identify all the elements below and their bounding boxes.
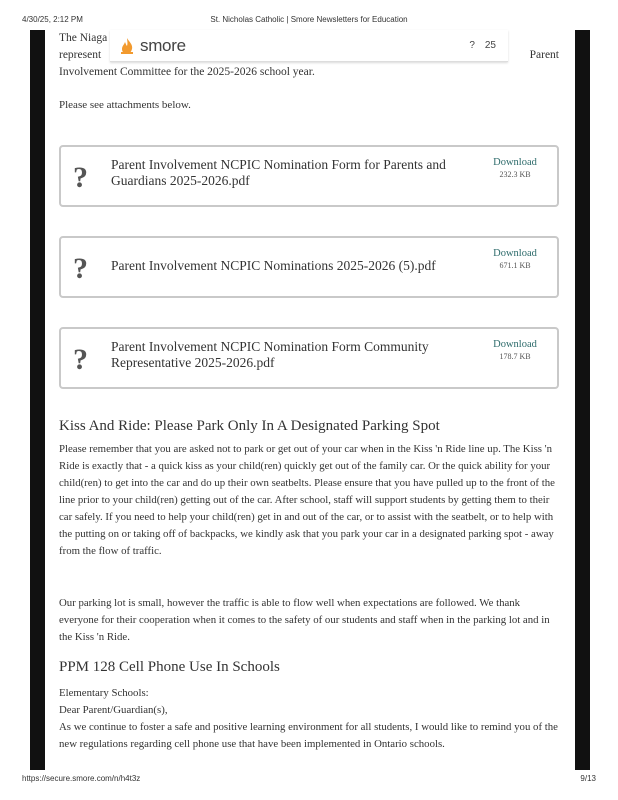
left-page-bar (30, 30, 45, 770)
file-size: 232.3 KB (499, 170, 531, 179)
help-button[interactable]: ? (469, 40, 475, 51)
download-block (485, 157, 545, 179)
intro-line-2-left: represent (59, 49, 102, 61)
print-url: https://secure.smore.com/n/h4t3z (22, 774, 141, 783)
right-page-bar (575, 30, 590, 770)
flame-icon (120, 37, 134, 55)
intro-line-3: Involvement Committee for the 2025-2026 school year. (59, 66, 315, 78)
smore-logo[interactable] (120, 36, 186, 56)
kiss-ride-paragraph-1: Please remember that you are asked not to park or get out of your car when in the Kiss 'n Ride line up. The Kiss 'n Ride is exactly that - a quick kiss as your child(ren) quickly get out of the family car. Or the quick ability for your child(ren) to get into the car and do up their own seatbelts. Please ensure that you have pulled up to the front of the line prior to your child(ren) getting out of the car. After school, staff will support students by getting them to their car safely. If you need to help your child(ren) get in and out of the car, or to assist with the seatbelt, or to help with the putting on or taking off of backpacks, we kindly ask that you park your car in a designated parking spot - away from the flow of traffic. (59, 443, 555, 557)
download-block (485, 248, 545, 270)
print-header (22, 15, 596, 27)
ppm-line-2: Dear Parent/Guardian(s), (59, 704, 168, 716)
ppm-line-1: Elementary Schools: (59, 687, 149, 699)
file-size: 671.1 KB (499, 261, 531, 270)
kiss-ride-heading: Kiss And Ride: Please Park Only In A Designated Parking Spot (59, 418, 440, 434)
intro-line-1: The Niaga (59, 32, 108, 44)
toolbar-right (469, 40, 496, 51)
attachment-filename[interactable]: Parent Involvement NCPIC Nomination Form Community Representative 2025-2026.pdf (111, 339, 429, 370)
file-unknown-icon: ? (73, 161, 88, 194)
download-link[interactable]: Download (493, 339, 537, 350)
intro-line-2-right: Parent (529, 49, 559, 61)
attachment-card[interactable] (59, 327, 559, 389)
attachment-card[interactable] (59, 236, 559, 298)
attachment-filename[interactable]: Parent Involvement NCPIC Nomination Form for Parents and Guardians 2025-2026.pdf (111, 157, 446, 188)
attachment-filename[interactable]: Parent Involvement NCPIC Nominations 2025-2026 (5).pdf (111, 258, 436, 273)
download-block (485, 339, 545, 361)
ppm-heading: PPM 128 Cell Phone Use In Schools (59, 659, 280, 675)
attachment-card[interactable] (59, 145, 559, 207)
print-title: St. Nicholas Catholic | Smore Newsletters for Education (210, 15, 408, 24)
download-link[interactable]: Download (493, 157, 537, 168)
kiss-ride-paragraph-2: Our parking lot is small, however the traffic is able to flow well when expectations are followed. We thank everyone for their cooperation when it comes to the safety of our students and staff when in the parking lot and in the Kiss 'n Ride. (59, 597, 550, 643)
file-size: 178.7 KB (499, 352, 531, 361)
ppm-paragraph: As we continue to foster a safe and positive learning environment for all students, I would like to remind you of the new regulations regarding cell phone use that have been implemented in Ontario schools. (59, 721, 558, 750)
see-attachments-text: Please see attachments below. (59, 99, 191, 111)
smore-logo-text: smore (140, 36, 186, 55)
print-footer (22, 774, 596, 786)
file-unknown-icon: ? (73, 343, 88, 376)
smore-toolbar (110, 30, 508, 62)
download-link[interactable]: Download (493, 248, 537, 259)
file-unknown-icon: ? (73, 252, 88, 285)
count-badge[interactable]: 25 (484, 40, 496, 51)
print-page-number: 9/13 (580, 774, 596, 783)
print-date: 4/30/25, 2:12 PM (22, 15, 83, 24)
